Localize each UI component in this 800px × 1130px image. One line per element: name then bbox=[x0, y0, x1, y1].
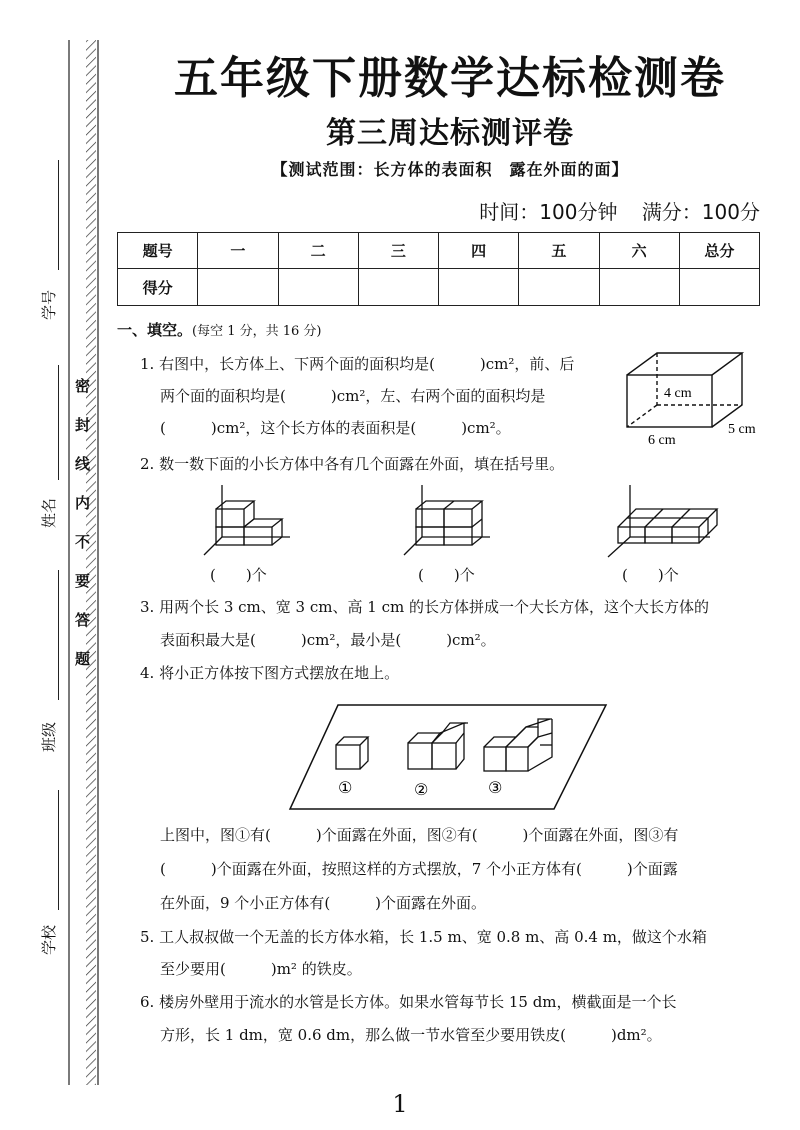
page-number: 1 bbox=[392, 1090, 408, 1118]
dim-width: 5 cm bbox=[728, 422, 756, 437]
seal-text: 密封线内不要答题 bbox=[73, 378, 91, 690]
score-cell[interactable] bbox=[439, 269, 519, 306]
cuboid-figure bbox=[610, 345, 770, 448]
cell-question-no: 题号 bbox=[118, 233, 198, 269]
cell-q4: 四 bbox=[439, 233, 519, 269]
name-blank[interactable] bbox=[58, 365, 59, 480]
score-cell[interactable] bbox=[198, 269, 278, 306]
dim-length: 6 cm bbox=[648, 433, 676, 448]
full-score: 满分：100分 bbox=[641, 200, 760, 224]
score-value-row bbox=[118, 269, 760, 306]
q2-answer-1[interactable]: ( )个 bbox=[210, 566, 267, 584]
section-heading bbox=[117, 323, 322, 339]
dim-height: 4 cm bbox=[664, 386, 692, 401]
score-cell[interactable] bbox=[519, 269, 599, 306]
q2-answer-2[interactable]: ( )个 bbox=[418, 566, 475, 584]
q4-text: 4. 将小正方体按下图方式摆放在地上。 bbox=[140, 664, 400, 682]
exam-title: 五年级下册数学达标检测卷 bbox=[174, 53, 726, 104]
score-cell[interactable] bbox=[679, 269, 759, 306]
score-cell[interactable] bbox=[599, 269, 679, 306]
figure-label-2: ② bbox=[414, 780, 429, 799]
q3-line-1: 3. 用两个长 3 cm、宽 3 cm、高 1 cm 的长方体拼成一个大长方体，这个大长方体的 bbox=[140, 598, 709, 616]
q1-line-1: 1. 右图中，长方体上、下两个面的面积均是( )cm²，前、后 bbox=[140, 355, 575, 373]
q1-line-3: ( )cm²，这个长方体的表面积是( )cm²。 bbox=[160, 419, 511, 437]
q4-line-2: ( )个面露在外面，按照这样的方式摆放，7 个小正方体有( )个面露 bbox=[160, 860, 678, 878]
score-header-row bbox=[118, 233, 760, 269]
cube-stack-3 bbox=[600, 485, 720, 565]
exam-subtitle: 第三周达标测评卷 bbox=[326, 116, 574, 151]
cube-stack-1 bbox=[200, 485, 300, 565]
seal-line bbox=[0, 0, 110, 1130]
score-table bbox=[117, 232, 760, 306]
q4-line-1: 上图中，图①有( )个面露在外面，图②有( )个面露在外面，图③有 bbox=[160, 826, 679, 844]
cell-q5: 五 bbox=[519, 233, 599, 269]
cube-arrangement-figure bbox=[288, 703, 608, 813]
field-name: 姓名 bbox=[40, 497, 58, 528]
score-cell[interactable] bbox=[278, 269, 358, 306]
cell-q3: 三 bbox=[358, 233, 438, 269]
field-class: 班级 bbox=[40, 721, 58, 752]
time-and-score bbox=[461, 196, 760, 225]
score-cell[interactable] bbox=[358, 269, 438, 306]
binding-strip bbox=[0, 0, 110, 1130]
q2-answer-3[interactable]: ( )个 bbox=[622, 566, 679, 584]
cell-score-label: 得分 bbox=[118, 269, 198, 306]
figure-label-1: ① bbox=[338, 778, 353, 797]
student-id-blank[interactable] bbox=[58, 160, 59, 270]
cell-q6: 六 bbox=[599, 233, 679, 269]
q2-text: 2. 数一数下面的小长方体中各有几个面露在外面，填在括号里。 bbox=[140, 455, 565, 473]
q6-line-2: 方形，长 1 dm，宽 0.6 dm，那么做一节水管至少要用铁皮( )dm²。 bbox=[160, 1026, 662, 1044]
q3-line-2: 表面积最大是( )cm²，最小是( )cm²。 bbox=[160, 631, 496, 649]
q6-line-1: 6. 楼房外壁用于流水的水管是长方体。如果水管每节长 15 dm，横截面是一个长 bbox=[140, 993, 677, 1011]
section-title: 一、填空。 bbox=[117, 321, 193, 339]
cell-q1: 一 bbox=[198, 233, 278, 269]
time-limit: 时间：100分钟 bbox=[479, 200, 618, 224]
cell-q2: 二 bbox=[278, 233, 358, 269]
cube-stack-2 bbox=[400, 485, 500, 565]
q5-line-2: 至少要用( )m² 的铁皮。 bbox=[160, 960, 362, 978]
school-blank[interactable] bbox=[58, 790, 59, 910]
field-school: 学校 bbox=[40, 924, 58, 955]
q5-line-1: 5. 工人叔叔做一个无盖的长方体水箱，长 1.5 m、宽 0.8 m、高 0.4 m，做这个水箱 bbox=[140, 928, 707, 946]
q4-line-3: 在外面，9 个小正方体有( )个面露在外面。 bbox=[160, 894, 487, 912]
figure-label-3: ③ bbox=[488, 778, 503, 797]
section-note: (每空 1 分，共 16 分) bbox=[192, 324, 322, 339]
q1-line-2: 两个面的面积均是( )cm²，左、右两个面的面积均是 bbox=[160, 387, 546, 405]
class-blank[interactable] bbox=[58, 570, 59, 700]
cell-total: 总分 bbox=[679, 233, 759, 269]
field-student-id: 学号 bbox=[40, 289, 58, 320]
test-scope: 【测试范围：长方体的表面积 露在外面的面】 bbox=[271, 160, 629, 179]
